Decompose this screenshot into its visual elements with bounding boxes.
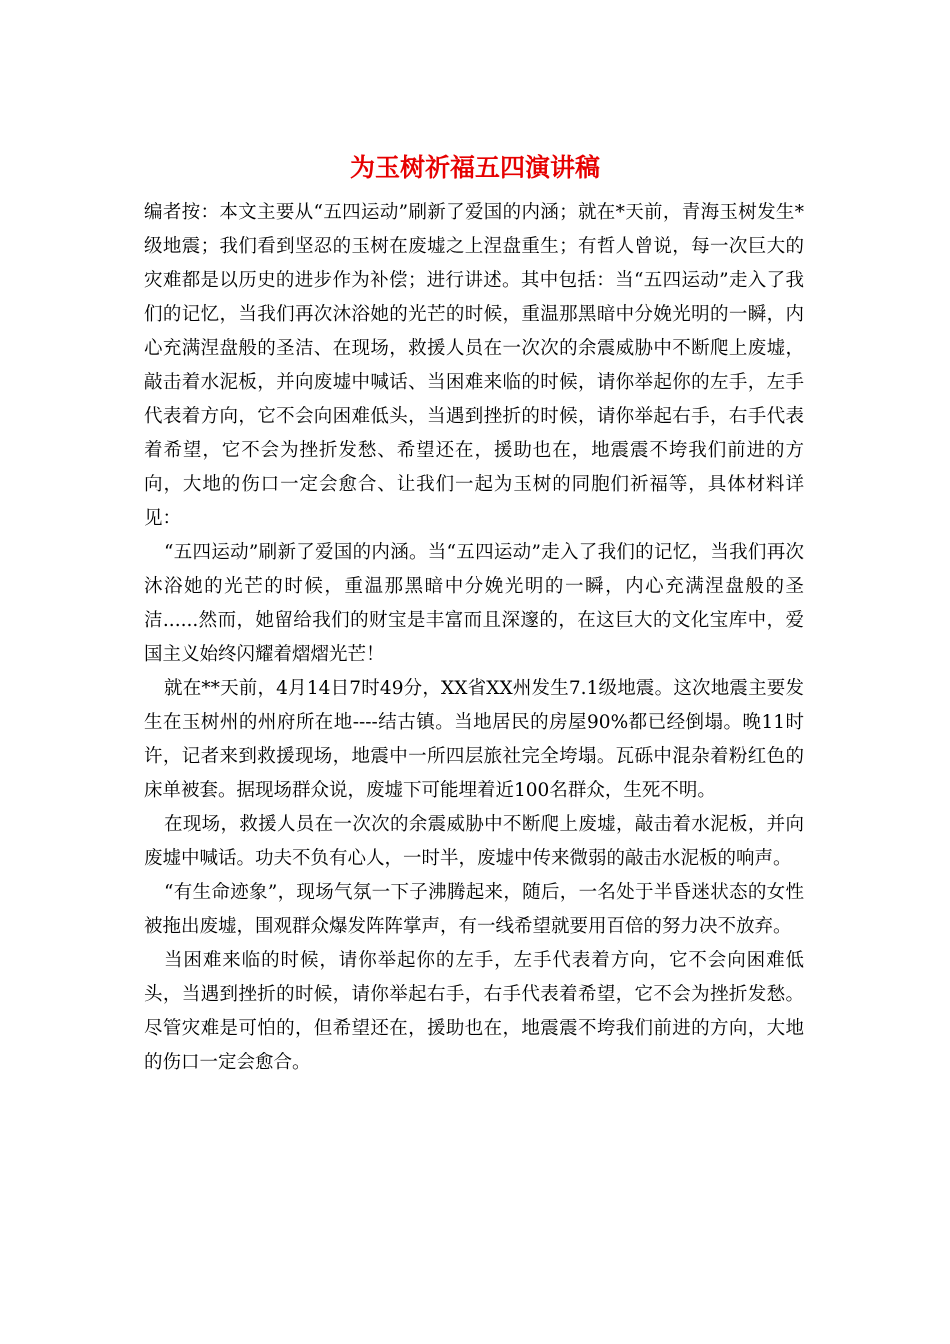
body-paragraph: 在现场，救援人员在一次次的余震威胁中不断爬上废墟，敲击着水泥板，并向废墟中喊话。功夫不负有心人，一时半，废墟中传来微弱的敲击水泥板的响声。 bbox=[144, 814, 804, 869]
document-title: 为玉树祈福五四演讲稿 bbox=[349, 153, 600, 182]
editor-note-paragraph: 编者按：本文主要从“五四运动”刷新了爱国的内涵；就在*天前，青海玉树发生*级地震；我们看到坚忍的玉树在废墟之上涅盘重生；有哲人曾说，每一次巨大的灾难都是以历史的进步作为补偿；进行讲述。其中包括：当“五四运动”走入了我们的记忆，当我们再次沐浴她的光芒的时候，重温那黑暗中分娩光明的一瞬，内心充满涅盘般的圣洁、在现场，救援人员在一次次的余震威胁中不断爬上废墟，敲击着水泥板，并向废墟中喊话、当困难来临的时候，请你举起你的左手，左手代表着方向，它不会向困难低头，当遇到挫折的时候，请你举起右手，右手代表着希望，它不会为挫折发愁、希望还在，援助也在，地震震不垮我们前进的方向，大地的伤口一定会愈合、让我们一起为玉树的同胞们祈福等，具体材料详见： bbox=[144, 202, 804, 529]
document-body bbox=[144, 196, 804, 1080]
body-paragraph: “五四运动”刷新了爱国的内涵。当“五四运动”走入了我们的记忆，当我们再次沐浴她的光芒的时候，重温那黑暗中分娩光明的一瞬，内心充满涅盘般的圣洁......然而，她留给我们的财宝是丰富而且深邃的，在这巨大的文化宝库中，爱国主义始终闪耀着熠熠光芒！ bbox=[144, 542, 804, 665]
body-paragraph: “有生命迹象”，现场气氛一下子沸腾起来，随后，一名处于半昏迷状态的女性被拖出废墟，围观群众爆发阵阵掌声，有一线希望就要用百倍的努力决不放弃。 bbox=[144, 882, 804, 937]
body-paragraph: 当困难来临的时候，请你举起你的左手，左手代表着方向，它不会向困难低头，当遇到挫折的时候，请你举起右手，右手代表着希望，它不会为挫折发愁。尽管灾难是可怕的，但希望还在，援助也在，地震震不垮我们前进的方向，大地的伤口一定会愈合。 bbox=[144, 950, 804, 1073]
body-paragraph: 就在**天前，4月14日7时49分，XX省XX州发生7.1级地震。这次地震主要发生在玉树州的州府所在地----结古镇。当地居民的房屋90%都已经倒塌。晚11时许，记者来到救援现场，地震中一所四层旅社完全垮塌。瓦砾中混杂着粉红色的床单被套。据现场群众说，废墟下可能埋着近100名群众，生死不明。 bbox=[144, 678, 804, 801]
